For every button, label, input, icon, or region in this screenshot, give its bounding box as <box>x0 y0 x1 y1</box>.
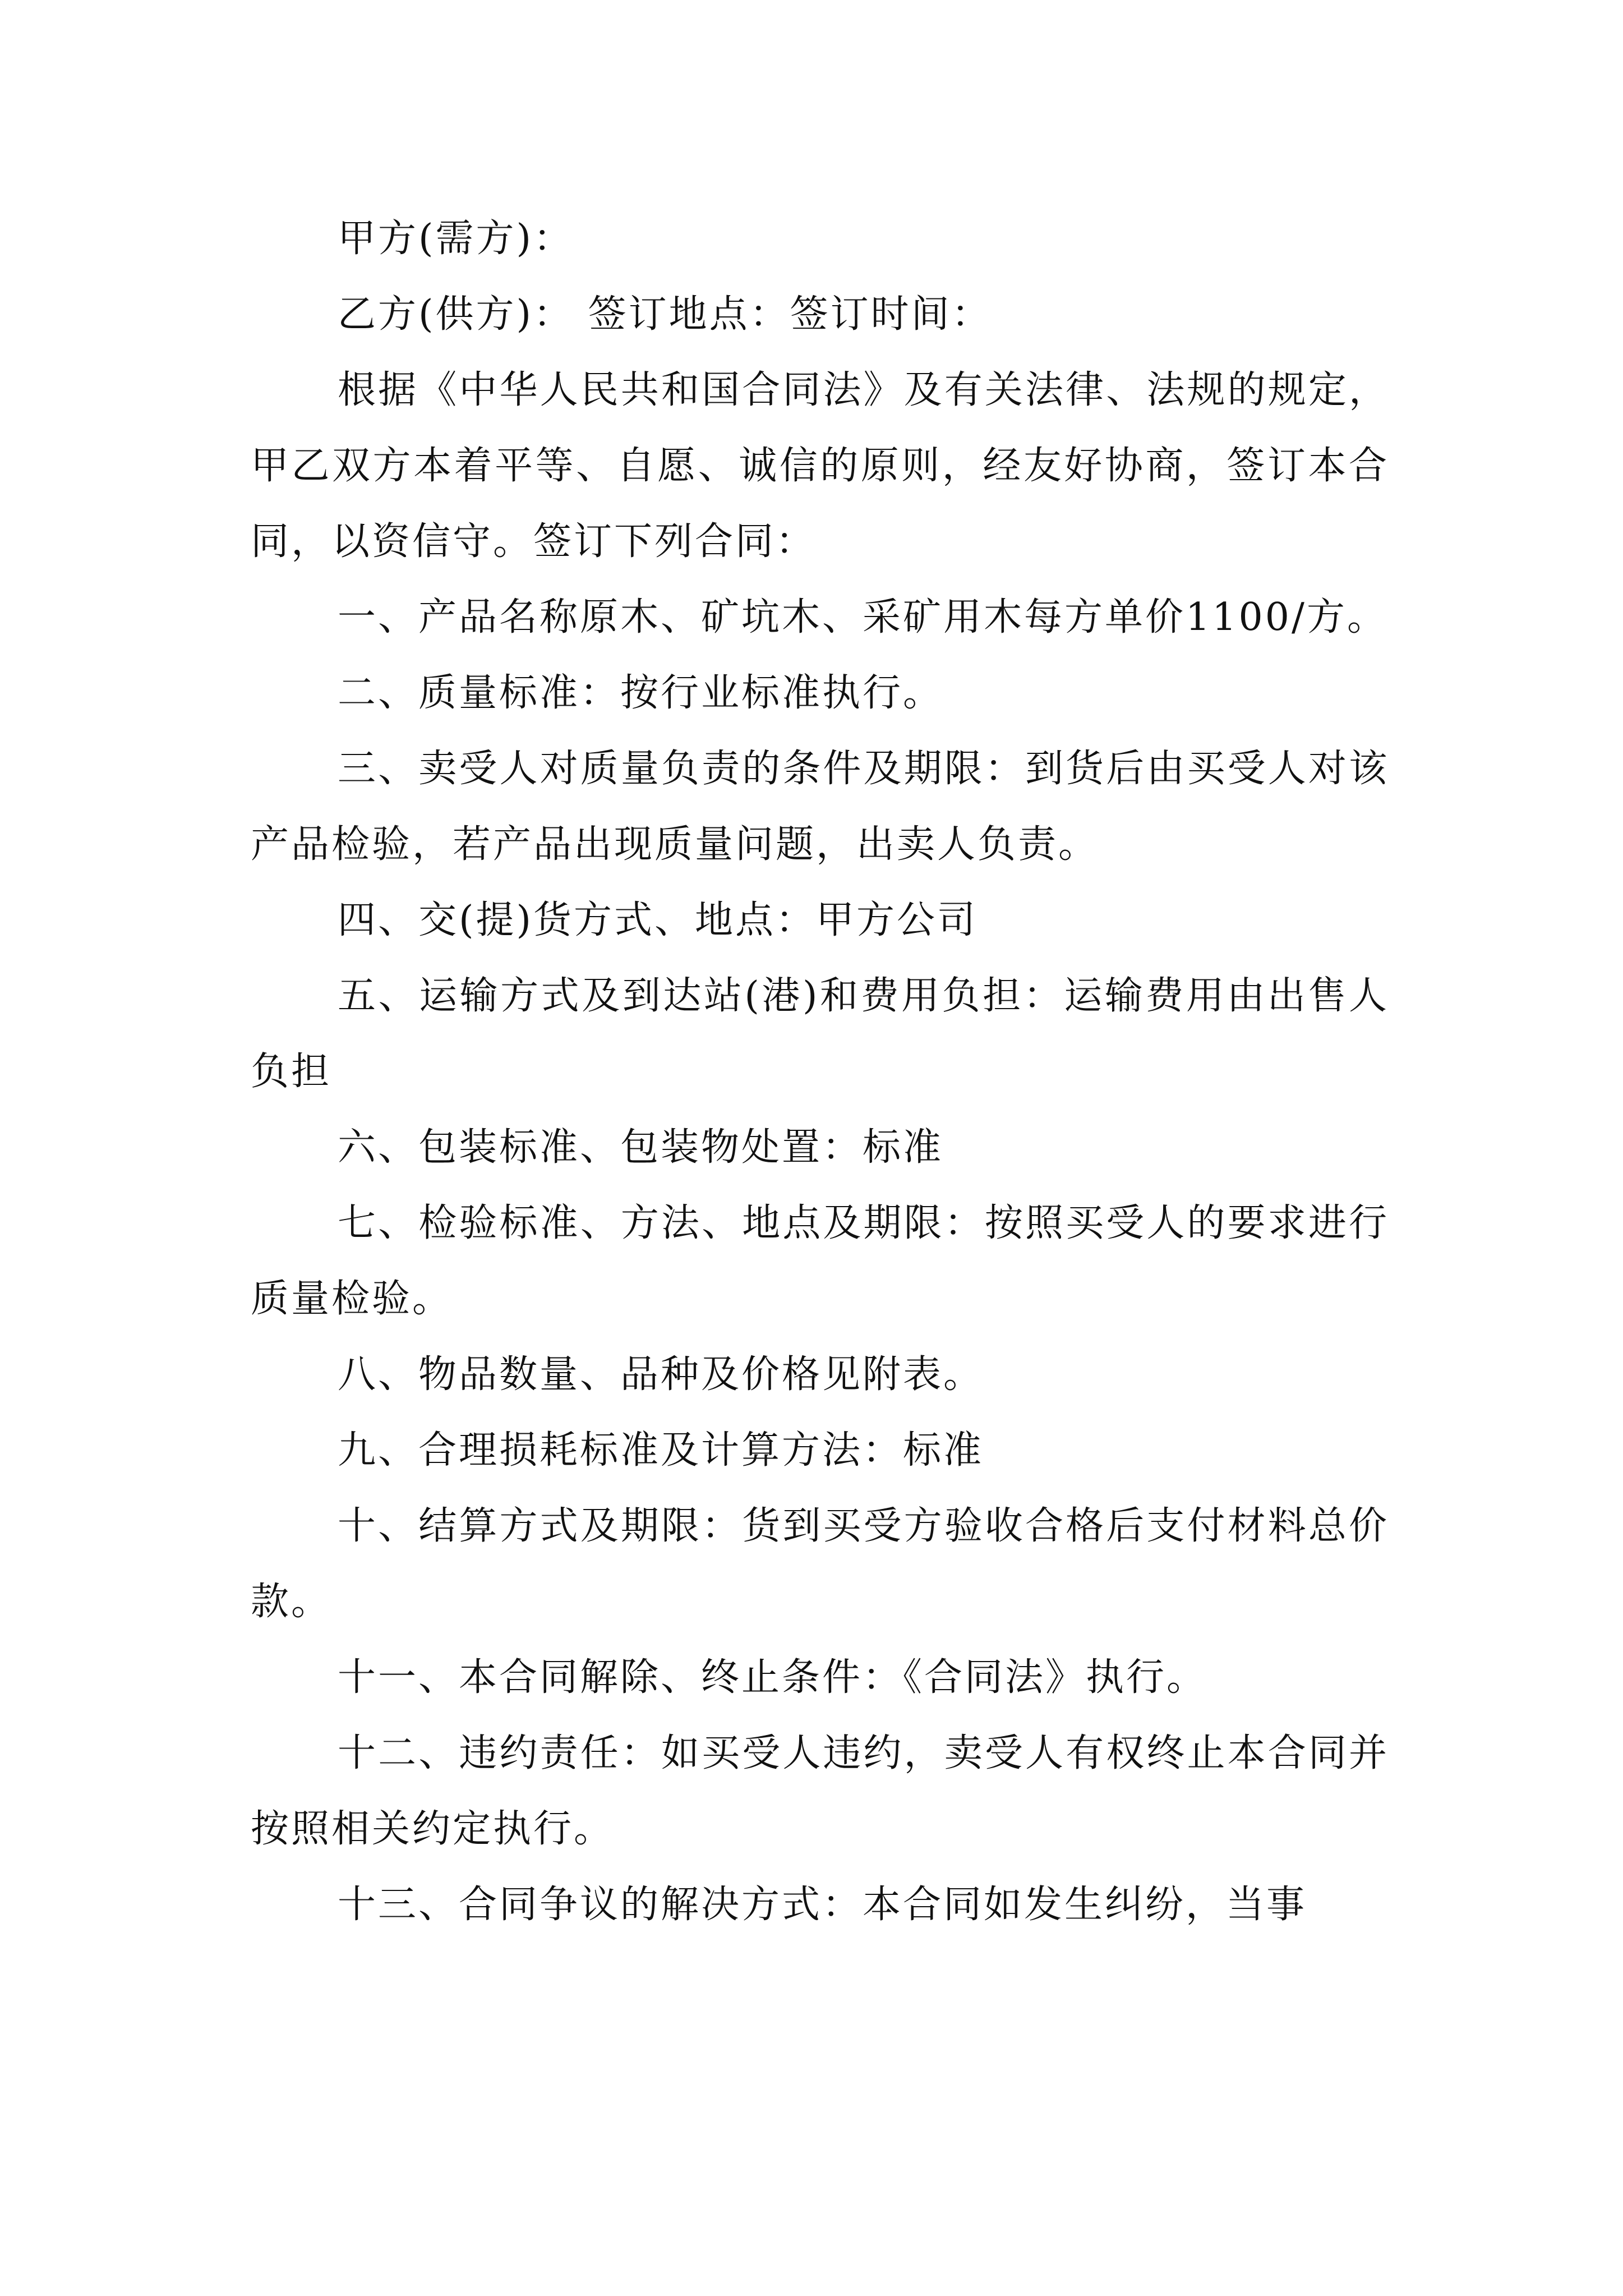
clause-8: 八、物品数量、品种及价格见附表。 <box>338 1352 984 1397</box>
clause-1: 一、产品名称原木、矿坑木、采矿用木每方单价1100/方。 <box>338 595 1387 639</box>
clause-10: 十、结算方式及期限：货到买受方验收合格后支付材料总价款。 <box>251 1504 1389 1624</box>
preamble-paragraph: 根据《中华人民共和国合同法》及有关法律、法规的规定，甲乙双方本着平等、自愿、诚信的原则，经友好协商，签订本合同，以资信守。签订下列合同： <box>251 368 1389 564</box>
clause-4: 四、交(提)货方式、地点：甲方公司 <box>338 898 978 942</box>
clause-13: 十三、合同争议的解决方式：本合同如发生纠纷，当事 <box>338 1883 1307 1927</box>
clause-9: 九、合理损耗标准及计算方法：标准 <box>338 1428 984 1473</box>
clause-7: 七、检验标准、方法、地点及期限：按照买受人的要求进行质量检验。 <box>251 1201 1389 1321</box>
clause-5: 五、运输方式及到达站(港)和费用负担：运输费用由出售人负担 <box>251 974 1389 1094</box>
party-a-line: 甲方(需方)： <box>338 217 574 261</box>
clause-3: 三、卖受人对质量负责的条件及期限：到货后由买受人对该产品检验，若产品出现质量问题，出卖人负责。 <box>251 747 1389 867</box>
clause-12: 十二、违约责任：如买受人违约，卖受人有权终止本合同并按照相关约定执行。 <box>251 1731 1389 1851</box>
party-b-line: 乙方(供方)： 签订地点：签订时间： <box>338 292 992 337</box>
clause-2: 二、质量标准：按行业标准执行。 <box>338 671 944 715</box>
contract-body <box>251 201 1389 1943</box>
clause-6: 六、包装标准、包装物处置：标准 <box>338 1125 944 1170</box>
clause-11: 十一、本合同解除、终止条件：《合同法》执行。 <box>338 1655 1207 1700</box>
